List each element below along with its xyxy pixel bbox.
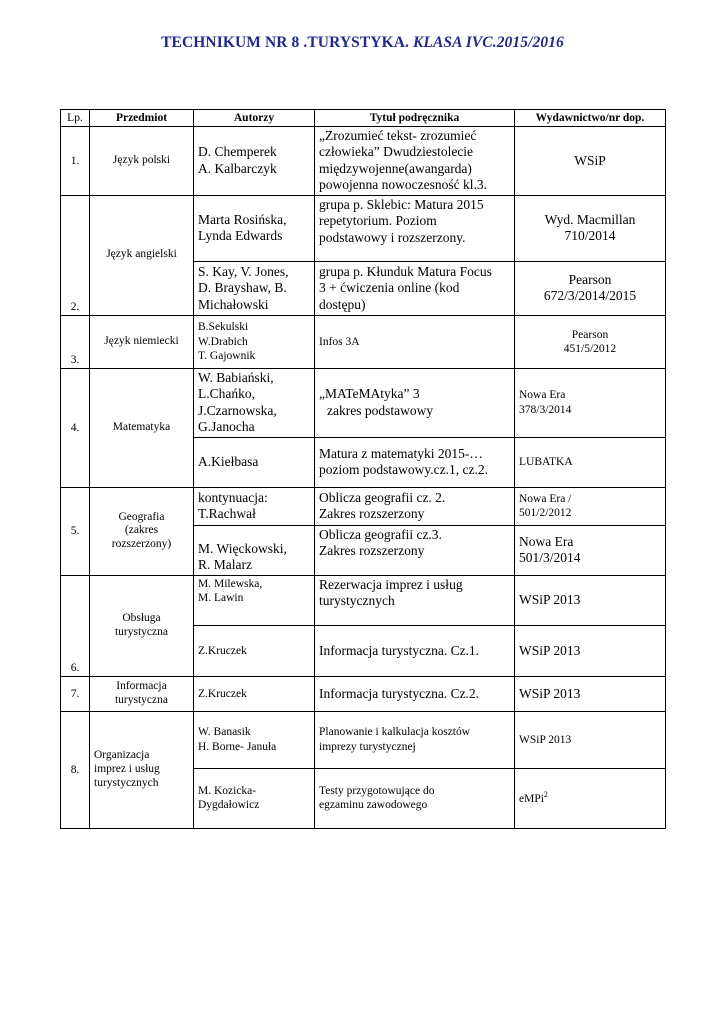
- row-subject: Matematyka: [90, 368, 194, 487]
- subject-line: Geografia: [118, 510, 165, 523]
- table-row: [61, 676, 666, 711]
- page-title-class: KLASA IVC.2015/2016: [412, 34, 564, 51]
- row-authors: [194, 676, 315, 711]
- row-publisher: [515, 127, 666, 196]
- table-header-row: [61, 110, 666, 127]
- publisher-line: Nowa Era: [519, 389, 566, 402]
- title-line: Oblicza geografii cz.3.: [319, 526, 442, 542]
- row-lp: 2.: [61, 195, 90, 315]
- author-line: S. Kay, V. Jones,: [198, 263, 289, 279]
- table-row: [61, 315, 666, 368]
- title-line: egzaminu zawodowego: [319, 799, 428, 812]
- table-row: [61, 368, 666, 437]
- row-book-title: [315, 575, 515, 625]
- row-book-title: [315, 437, 515, 487]
- title-line: międzywojenne(awangarda): [319, 160, 472, 176]
- author-line: G.Janocha: [198, 419, 255, 435]
- row-lp: 6.: [61, 575, 90, 676]
- row-authors: [194, 315, 315, 368]
- subject-line: rozszerzony): [111, 538, 172, 551]
- title-line: Informacja turystyczna. Cz.1.: [319, 642, 480, 658]
- page-title-main: TECHNIKUM NR 8 .TURYSTYKA.: [161, 34, 409, 51]
- row-authors: [194, 437, 315, 487]
- author-line: Michałowski: [198, 296, 269, 312]
- author-line: M. Lawin: [198, 592, 244, 605]
- row-lp: 1.: [61, 127, 90, 196]
- publisher-line: WSiP: [574, 152, 606, 168]
- author-line: W.Drabich: [198, 335, 248, 348]
- author-line: D. Brayshaw, B.: [198, 280, 287, 296]
- author-line: Z.Kruczek: [198, 644, 247, 657]
- publisher-line: Nowa Era: [519, 533, 574, 549]
- row-publisher: [515, 261, 666, 315]
- title-line: grupa p. Sklebic: Matura 2015: [319, 196, 484, 212]
- row-publisher: [515, 437, 666, 487]
- row-lp: 4.: [61, 368, 90, 487]
- row-book-title: [315, 625, 515, 676]
- row-authors: [194, 487, 315, 525]
- row-book-title: [315, 768, 515, 828]
- subject-line: turystycznych: [94, 776, 159, 789]
- publisher-line: WSiP 2013: [519, 592, 581, 608]
- author-line: D. Chemperek: [198, 144, 277, 160]
- publisher-line: 378/3/2014: [519, 403, 572, 416]
- author-line: Marta Rosińska,: [198, 211, 287, 227]
- row-lp: 8.: [61, 711, 90, 828]
- publisher-line: 501/3/2014: [519, 550, 581, 566]
- title-line: podstawowy i rozszerzony.: [319, 229, 466, 245]
- row-subject: [90, 711, 194, 828]
- title-line: Planowanie i kalkulacja kosztów: [319, 726, 471, 739]
- row-authors: [194, 711, 315, 768]
- table-row: [61, 487, 666, 525]
- publisher-line: LUBATKA: [519, 456, 573, 469]
- table-row: [61, 127, 666, 196]
- author-line: M. Kozicka-: [198, 784, 257, 797]
- subject-line: Organizacja: [94, 749, 150, 762]
- author-line: kontynuacja:: [198, 489, 268, 505]
- row-authors: [194, 261, 315, 315]
- row-subject: Język angielski: [90, 195, 194, 315]
- publisher-line: eMPi: [519, 792, 544, 805]
- row-publisher: [515, 315, 666, 368]
- row-book-title: [315, 315, 515, 368]
- publisher-line: WSiP 2013: [519, 642, 581, 658]
- publisher-line: Nowa Era /: [519, 492, 572, 505]
- author-line: H. Borne- Januła: [198, 740, 277, 753]
- title-line: Oblicza geografii cz. 2.: [319, 489, 446, 505]
- row-authors: [194, 525, 315, 575]
- row-publisher: [515, 368, 666, 437]
- title-line: Zakres rozszerzony: [319, 543, 425, 559]
- author-line: Z.Kruczek: [198, 687, 247, 700]
- row-publisher: [515, 195, 666, 261]
- publisher-line: WSiP 2013: [519, 685, 581, 701]
- row-authors: [194, 195, 315, 261]
- header-subject: Przedmiot: [90, 110, 194, 127]
- author-line: T. Gajownik: [198, 350, 256, 363]
- row-book-title: [315, 368, 515, 437]
- header-title: Tytuł podręcznika: [315, 110, 515, 127]
- header-publisher: Wydawnictwo/nr dop.: [515, 110, 666, 127]
- title-line: zakres podstawowy: [327, 402, 434, 418]
- title-line: grupa p. Kłunduk Matura Focus: [319, 263, 492, 279]
- row-publisher: [515, 487, 666, 525]
- row-subject: Język niemiecki: [90, 315, 194, 368]
- row-publisher: [515, 676, 666, 711]
- author-line: B.Sekulski: [198, 321, 249, 334]
- row-authors: [194, 768, 315, 828]
- publisher-line: 451/5/2012: [563, 342, 617, 355]
- title-line: Infos 3A: [319, 335, 360, 348]
- row-lp: 7.: [61, 676, 90, 711]
- row-subject: [90, 676, 194, 711]
- publisher-line: 672/3/2014/2015: [543, 288, 637, 304]
- row-book-title: [315, 676, 515, 711]
- publisher-line: Pearson: [571, 328, 609, 341]
- title-line: Testy przygotowujące do: [319, 784, 435, 797]
- author-line: W. Babiański,: [198, 369, 274, 385]
- row-publisher: [515, 625, 666, 676]
- row-book-title: [315, 261, 515, 315]
- title-line: poziom podstawowy.cz.1, cz.2.: [319, 462, 488, 478]
- subject-line: turystyczna: [114, 625, 168, 638]
- subject-line: turystyczna: [114, 693, 168, 706]
- title-line: turystycznych: [319, 593, 395, 609]
- title-line: „Zrozumieć tekst- zrozumieć: [319, 128, 477, 143]
- table-row: [61, 711, 666, 768]
- publisher-line: 710/2014: [564, 228, 616, 244]
- row-authors: [194, 625, 315, 676]
- subject-line: Informacja: [116, 679, 167, 692]
- author-line: Dygdałowicz: [198, 799, 260, 812]
- author-line: A. Kalbarczyk: [198, 160, 277, 176]
- publisher-superscript: 2: [543, 790, 548, 800]
- row-publisher: [515, 768, 666, 828]
- author-line: M. Milewska,: [198, 577, 263, 590]
- row-authors: [194, 127, 315, 196]
- row-lp: 5.: [61, 487, 90, 575]
- row-subject: [90, 575, 194, 676]
- row-book-title: [315, 525, 515, 575]
- author-line: R. Malarz: [198, 557, 252, 573]
- author-line: Lynda Edwards: [198, 228, 283, 244]
- row-book-title: [315, 195, 515, 261]
- title-line: „MATeMAtyka” 3: [319, 386, 420, 402]
- author-line: M. Więckowski,: [198, 540, 287, 556]
- table-row: [61, 195, 666, 261]
- textbook-table: [60, 109, 666, 829]
- title-line: Rezerwacja imprez i usług: [319, 576, 463, 592]
- publisher-line: WSiP 2013: [519, 733, 572, 746]
- publisher-line: Wyd. Macmillan: [544, 211, 636, 227]
- row-publisher: [515, 711, 666, 768]
- author-line: T.Rachwał: [198, 506, 256, 522]
- publisher-line: Pearson: [568, 271, 612, 287]
- title-line: Zakres rozszerzony: [319, 506, 425, 522]
- title-line: Matura z matematyki 2015-…: [319, 445, 483, 461]
- title-line: człowieka” Dwudziestolecie: [319, 144, 474, 160]
- page-title: [0, 34, 725, 52]
- title-line: repetytorium. Poziom: [319, 213, 437, 229]
- row-book-title: [315, 487, 515, 525]
- title-line: imprezy turystycznej: [319, 740, 416, 753]
- header-lp: Lp.: [61, 110, 90, 127]
- title-line: 3 + ćwiczenia online (kod: [319, 280, 460, 296]
- subject-line: (zakres: [124, 524, 159, 537]
- row-subject: [90, 487, 194, 575]
- title-line: dostępu): [319, 296, 366, 312]
- row-book-title: [315, 127, 515, 196]
- author-line: J.Czarnowska,: [198, 402, 277, 418]
- subject-line: imprez i usług: [94, 762, 160, 775]
- header-authors: Autorzy: [194, 110, 315, 127]
- publisher-line: 501/2/2012: [519, 507, 572, 520]
- row-subject: Język polski: [90, 127, 194, 196]
- author-line: A.Kiełbasa: [198, 454, 259, 470]
- author-line: W. Banasik: [198, 726, 251, 739]
- title-line: Informacja turystyczna. Cz.2.: [319, 685, 480, 701]
- subject-line: Obsługa: [122, 611, 161, 624]
- row-book-title: [315, 711, 515, 768]
- row-authors: [194, 368, 315, 437]
- row-authors: [194, 575, 315, 625]
- table-row: [61, 575, 666, 625]
- title-line: powojenna nowoczesność kl.3.: [319, 177, 487, 193]
- row-publisher: [515, 525, 666, 575]
- row-publisher: [515, 575, 666, 625]
- author-line: L.Chańko,: [198, 386, 255, 402]
- row-lp: 3.: [61, 315, 90, 368]
